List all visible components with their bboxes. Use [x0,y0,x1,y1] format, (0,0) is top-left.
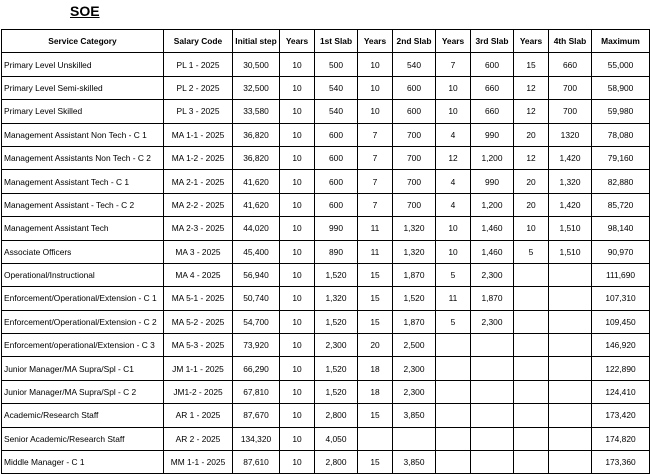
cell-1st-slab: 890 [315,240,358,263]
cell-initial-step: 41,620 [233,193,280,216]
cell-years-4 [514,287,549,310]
cell-initial-step: 32,500 [233,76,280,99]
cell-service-category: Enforcement/Operational/Extension - C 2 [2,310,164,333]
cell-maximum: 58,900 [592,76,650,99]
salary-table [1,29,650,474]
cell-years-2: 7 [358,170,393,193]
cell-4th-slab: 700 [549,100,592,123]
cell-2nd-slab: 1,520 [393,287,436,310]
cell-years-4 [514,263,549,286]
cell-1st-slab: 540 [315,100,358,123]
cell-3rd-slab [471,451,514,474]
cell-maximum: 174,820 [592,427,650,450]
cell-maximum: 78,080 [592,123,650,146]
cell-service-category: Senior Academic/Research Staff [2,427,164,450]
cell-years-1: 10 [280,404,315,427]
cell-3rd-slab: 600 [471,53,514,76]
cell-4th-slab: 1,510 [549,240,592,263]
cell-salary-code: MM 1-1 - 2025 [164,451,233,474]
cell-1st-slab: 1,520 [315,310,358,333]
header-4th-slab: 4th Slab [549,30,592,53]
cell-years-2: 15 [358,310,393,333]
cell-years-3: 5 [436,310,471,333]
cell-initial-step: 36,820 [233,146,280,169]
cell-3rd-slab: 660 [471,100,514,123]
cell-salary-code: MA 1-2 - 2025 [164,146,233,169]
cell-years-4: 20 [514,123,549,146]
cell-years-4: 15 [514,53,549,76]
cell-1st-slab: 1,520 [315,357,358,380]
cell-service-category: Primary Level Skilled [2,100,164,123]
cell-service-category: Associate Officers [2,240,164,263]
cell-years-1: 10 [280,427,315,450]
cell-4th-slab: 1,510 [549,217,592,240]
cell-years-4: 20 [514,170,549,193]
cell-years-4 [514,334,549,357]
cell-years-1: 10 [280,217,315,240]
cell-initial-step: 67,810 [233,380,280,403]
cell-4th-slab: 1,420 [549,193,592,216]
cell-maximum: 173,420 [592,404,650,427]
cell-salary-code: JM 1-1 - 2025 [164,357,233,380]
cell-years-3: 10 [436,100,471,123]
cell-initial-step: 44,020 [233,217,280,240]
cell-initial-step: 33,580 [233,100,280,123]
table-row [2,170,650,193]
cell-service-category: Junior Manager/MA Supra/Spl - C1 [2,357,164,380]
cell-initial-step: 66,290 [233,357,280,380]
cell-years-1: 10 [280,451,315,474]
cell-1st-slab: 1,520 [315,263,358,286]
header-3rd-slab: 3rd Slab [471,30,514,53]
cell-years-3 [436,427,471,450]
cell-service-category: Primary Level Semi-skilled [2,76,164,99]
cell-2nd-slab: 1,870 [393,310,436,333]
cell-2nd-slab: 540 [393,53,436,76]
cell-2nd-slab: 2,300 [393,380,436,403]
cell-3rd-slab: 660 [471,76,514,99]
cell-3rd-slab [471,404,514,427]
cell-years-2: 10 [358,100,393,123]
cell-4th-slab [549,334,592,357]
cell-maximum: 111,690 [592,263,650,286]
cell-service-category: Enforcement/operational/Extension - C 3 [2,334,164,357]
cell-initial-step: 45,400 [233,240,280,263]
cell-years-1: 10 [280,100,315,123]
cell-years-1: 10 [280,193,315,216]
cell-1st-slab: 990 [315,217,358,240]
table-row [2,451,650,474]
cell-salary-code: MA 3 - 2025 [164,240,233,263]
cell-years-4 [514,380,549,403]
cell-initial-step: 41,620 [233,170,280,193]
cell-1st-slab: 2,800 [315,404,358,427]
cell-2nd-slab: 600 [393,100,436,123]
cell-years-2: 11 [358,217,393,240]
cell-initial-step: 87,670 [233,404,280,427]
cell-2nd-slab: 700 [393,146,436,169]
table-row [2,263,650,286]
cell-years-1: 10 [280,310,315,333]
cell-initial-step: 56,940 [233,263,280,286]
cell-service-category: Academic/Research Staff [2,404,164,427]
cell-2nd-slab: 700 [393,123,436,146]
cell-years-4: 10 [514,217,549,240]
cell-4th-slab [549,404,592,427]
cell-years-1: 10 [280,287,315,310]
cell-salary-code: MA 5-2 - 2025 [164,310,233,333]
header-initial-step: Initial step [233,30,280,53]
table-row [2,287,650,310]
cell-years-3: 4 [436,123,471,146]
cell-years-3: 7 [436,53,471,76]
table-row [2,380,650,403]
cell-years-3 [436,334,471,357]
table-row [2,76,650,99]
cell-salary-code: AR 2 - 2025 [164,427,233,450]
cell-service-category: Primary Level Unskilled [2,53,164,76]
cell-3rd-slab: 1,870 [471,287,514,310]
cell-years-2: 7 [358,146,393,169]
cell-4th-slab [549,427,592,450]
cell-years-2: 10 [358,76,393,99]
cell-years-3 [436,380,471,403]
page-title: SOE [70,3,100,19]
cell-salary-code: MA 2-3 - 2025 [164,217,233,240]
cell-years-1: 10 [280,146,315,169]
cell-4th-slab: 1,420 [549,146,592,169]
table-row [2,404,650,427]
cell-years-2: 20 [358,334,393,357]
cell-years-4: 12 [514,146,549,169]
table-row [2,146,650,169]
cell-1st-slab: 2,300 [315,334,358,357]
cell-3rd-slab [471,380,514,403]
table-row [2,240,650,263]
cell-service-category: Management Assistant Non Tech - C 1 [2,123,164,146]
cell-service-category: Enforcement/Operational/Extension - C 1 [2,287,164,310]
cell-years-4 [514,451,549,474]
cell-years-3: 10 [436,217,471,240]
cell-years-4: 5 [514,240,549,263]
cell-maximum: 173,360 [592,451,650,474]
cell-years-4 [514,427,549,450]
cell-initial-step: 73,920 [233,334,280,357]
cell-4th-slab: 660 [549,53,592,76]
cell-years-2: 15 [358,404,393,427]
cell-years-1: 10 [280,76,315,99]
cell-3rd-slab: 990 [471,170,514,193]
cell-years-3: 10 [436,76,471,99]
cell-initial-step: 36,820 [233,123,280,146]
cell-1st-slab: 1,320 [315,287,358,310]
cell-2nd-slab: 700 [393,170,436,193]
cell-years-2: 18 [358,357,393,380]
cell-years-2: 7 [358,123,393,146]
header-salary-code: Salary Code [164,30,233,53]
cell-years-3: 4 [436,170,471,193]
cell-years-4 [514,404,549,427]
cell-1st-slab: 600 [315,193,358,216]
cell-years-1: 10 [280,240,315,263]
cell-salary-code: JM1-2 - 2025 [164,380,233,403]
cell-years-3: 10 [436,240,471,263]
cell-4th-slab [549,380,592,403]
cell-4th-slab [549,287,592,310]
header-maximum: Maximum [592,30,650,53]
cell-salary-code: PL 1 - 2025 [164,53,233,76]
header-years-2: Years [358,30,393,53]
cell-years-1: 10 [280,380,315,403]
cell-years-1: 10 [280,123,315,146]
cell-4th-slab [549,451,592,474]
cell-years-2: 11 [358,240,393,263]
cell-initial-step: 30,500 [233,53,280,76]
header-years-3: Years [436,30,471,53]
cell-years-4 [514,357,549,380]
cell-3rd-slab: 2,300 [471,263,514,286]
cell-2nd-slab: 700 [393,193,436,216]
cell-years-3 [436,404,471,427]
cell-1st-slab: 540 [315,76,358,99]
cell-service-category: Junior Manager/MA Supra/Spl - C 2 [2,380,164,403]
cell-2nd-slab: 1,870 [393,263,436,286]
cell-years-1: 10 [280,170,315,193]
cell-service-category: Middle Manager - C 1 [2,451,164,474]
cell-3rd-slab [471,357,514,380]
cell-years-3 [436,451,471,474]
cell-maximum: 98,140 [592,217,650,240]
cell-salary-code: MA 4 - 2025 [164,263,233,286]
table-header-row [2,30,650,53]
cell-service-category: Management Assistant Tech - C 1 [2,170,164,193]
cell-4th-slab [549,310,592,333]
cell-years-2: 15 [358,451,393,474]
cell-service-category: Management Assistant Tech [2,217,164,240]
table-row [2,427,650,450]
header-years-4: Years [514,30,549,53]
cell-4th-slab: 1,320 [549,170,592,193]
cell-initial-step: 134,320 [233,427,280,450]
table-row [2,193,650,216]
cell-2nd-slab: 1,320 [393,240,436,263]
cell-maximum: 146,920 [592,334,650,357]
table-body [2,53,650,474]
cell-salary-code: AR 1 - 2025 [164,404,233,427]
cell-1st-slab: 2,800 [315,451,358,474]
cell-years-4: 12 [514,76,549,99]
cell-years-3 [436,357,471,380]
cell-years-2: 15 [358,263,393,286]
header-2nd-slab: 2nd Slab [393,30,436,53]
cell-years-1: 10 [280,357,315,380]
cell-3rd-slab: 1,460 [471,240,514,263]
table-row [2,217,650,240]
table-row [2,310,650,333]
cell-maximum: 55,000 [592,53,650,76]
cell-years-4: 12 [514,100,549,123]
cell-4th-slab: 700 [549,76,592,99]
cell-1st-slab: 600 [315,146,358,169]
cell-years-2: 7 [358,193,393,216]
cell-salary-code: MA 2-2 - 2025 [164,193,233,216]
table-row [2,53,650,76]
cell-years-3: 5 [436,263,471,286]
header-years-1: Years [280,30,315,53]
cell-years-3: 11 [436,287,471,310]
cell-maximum: 90,970 [592,240,650,263]
cell-years-1: 10 [280,53,315,76]
cell-3rd-slab: 1,200 [471,146,514,169]
cell-2nd-slab: 2,300 [393,357,436,380]
cell-4th-slab [549,263,592,286]
cell-years-4 [514,310,549,333]
cell-2nd-slab: 600 [393,76,436,99]
cell-maximum: 85,720 [592,193,650,216]
cell-3rd-slab: 1,200 [471,193,514,216]
cell-salary-code: PL 3 - 2025 [164,100,233,123]
cell-salary-code: MA 5-1 - 2025 [164,287,233,310]
cell-salary-code: MA 2-1 - 2025 [164,170,233,193]
cell-2nd-slab [393,427,436,450]
cell-maximum: 59,980 [592,100,650,123]
cell-salary-code: MA 1-1 - 2025 [164,123,233,146]
cell-2nd-slab: 3,850 [393,404,436,427]
cell-3rd-slab: 2,300 [471,310,514,333]
header-service-category: Service Category [2,30,164,53]
cell-years-3: 4 [436,193,471,216]
cell-3rd-slab [471,427,514,450]
cell-1st-slab: 4,050 [315,427,358,450]
cell-initial-step: 54,700 [233,310,280,333]
cell-service-category: Management Assistant - Tech - C 2 [2,193,164,216]
cell-years-1: 10 [280,334,315,357]
cell-1st-slab: 600 [315,170,358,193]
cell-2nd-slab: 2,500 [393,334,436,357]
cell-3rd-slab [471,334,514,357]
cell-initial-step: 87,610 [233,451,280,474]
cell-maximum: 122,890 [592,357,650,380]
table-row [2,334,650,357]
cell-3rd-slab: 990 [471,123,514,146]
cell-initial-step: 50,740 [233,287,280,310]
cell-1st-slab: 1,520 [315,380,358,403]
cell-years-2: 15 [358,287,393,310]
cell-salary-code: MA 5-3 - 2025 [164,334,233,357]
cell-maximum: 82,880 [592,170,650,193]
cell-years-3: 12 [436,146,471,169]
cell-1st-slab: 600 [315,123,358,146]
cell-maximum: 124,410 [592,380,650,403]
header-1st-slab: 1st Slab [315,30,358,53]
cell-years-2: 18 [358,380,393,403]
cell-salary-code: PL 2 - 2025 [164,76,233,99]
table-row [2,123,650,146]
cell-2nd-slab: 1,320 [393,217,436,240]
cell-4th-slab: 1320 [549,123,592,146]
cell-years-1: 10 [280,263,315,286]
cell-maximum: 107,310 [592,287,650,310]
cell-years-4: 20 [514,193,549,216]
cell-1st-slab: 500 [315,53,358,76]
cell-years-2: 10 [358,53,393,76]
cell-service-category: Management Assistants Non Tech - C 2 [2,146,164,169]
cell-maximum: 109,450 [592,310,650,333]
cell-years-2 [358,427,393,450]
cell-4th-slab [549,357,592,380]
table-row [2,357,650,380]
cell-2nd-slab: 3,850 [393,451,436,474]
table-row [2,100,650,123]
cell-maximum: 79,160 [592,146,650,169]
cell-service-category: Operational/Instructional [2,263,164,286]
cell-3rd-slab: 1,460 [471,217,514,240]
